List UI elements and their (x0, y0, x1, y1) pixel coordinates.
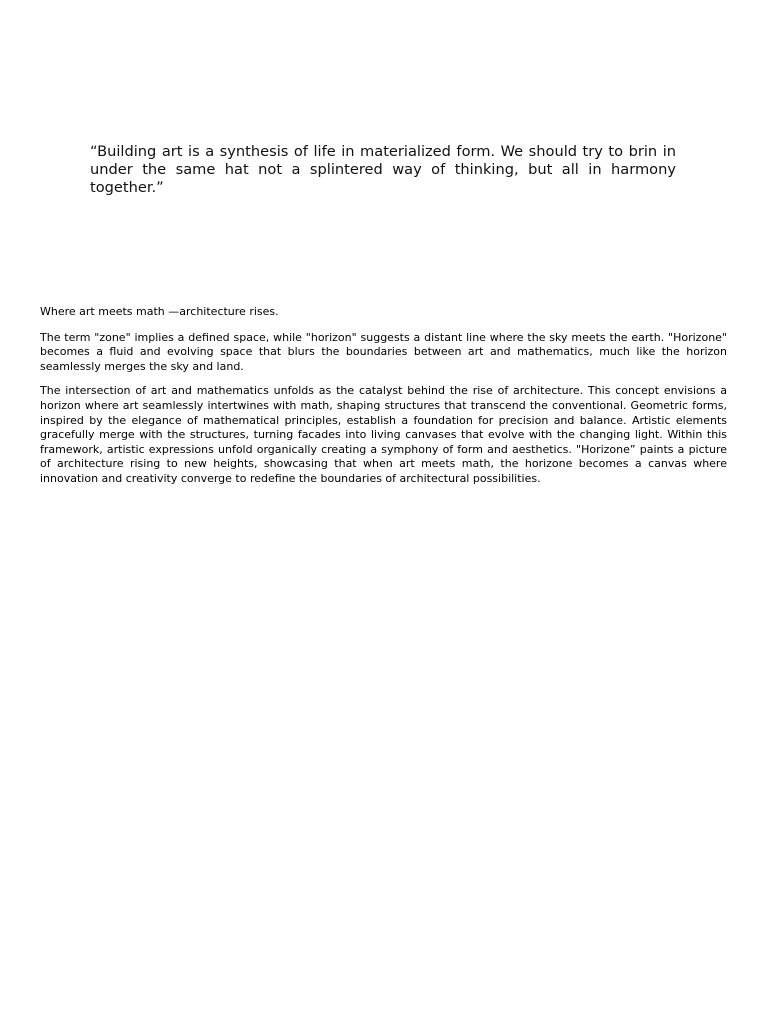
tagline: Where art meets math —architecture rises. (40, 305, 279, 318)
body-paragraph-zone-definition: The term "zone" implies a defined space, while "horizon" suggests a distant line where the sky meets the earth. "Horizone" becomes a fluid and evolving space that blurs the boundaries between art and mathematics, much like the horizon seamlessly merges the sky and land. (40, 330, 727, 373)
body-paragraph-art-math-intersection: The intersection of art and mathematics unfolds as the catalyst behind the rise of architecture. This concept envisions a horizon where art seamlessly intertwines with math, shaping structures that transcend the conventional. Geometric forms, inspired by the elegance of mathematical principles, establish a foundation for precision and balance. Artistic elements gracefully merge with the structures, turning facades into living canvases that evolve with the changing light. Within this framework, artistic expressions unfold organically creating a symphony of form and aesthetics. "Horizone” paints a picture of architecture rising to new heights, showcasing that when art meets math, the horizone becomes a canvas where innovation and creativity converge to redefine the boundaries of architectural possibilities. (40, 384, 727, 485)
body-content (40, 305, 727, 497)
pull-quote: “Building art is a synthesis of life in materialized form. We should try to brin in under the same hat not a splintered way of thinking, but all in harmony together.” (90, 143, 676, 196)
